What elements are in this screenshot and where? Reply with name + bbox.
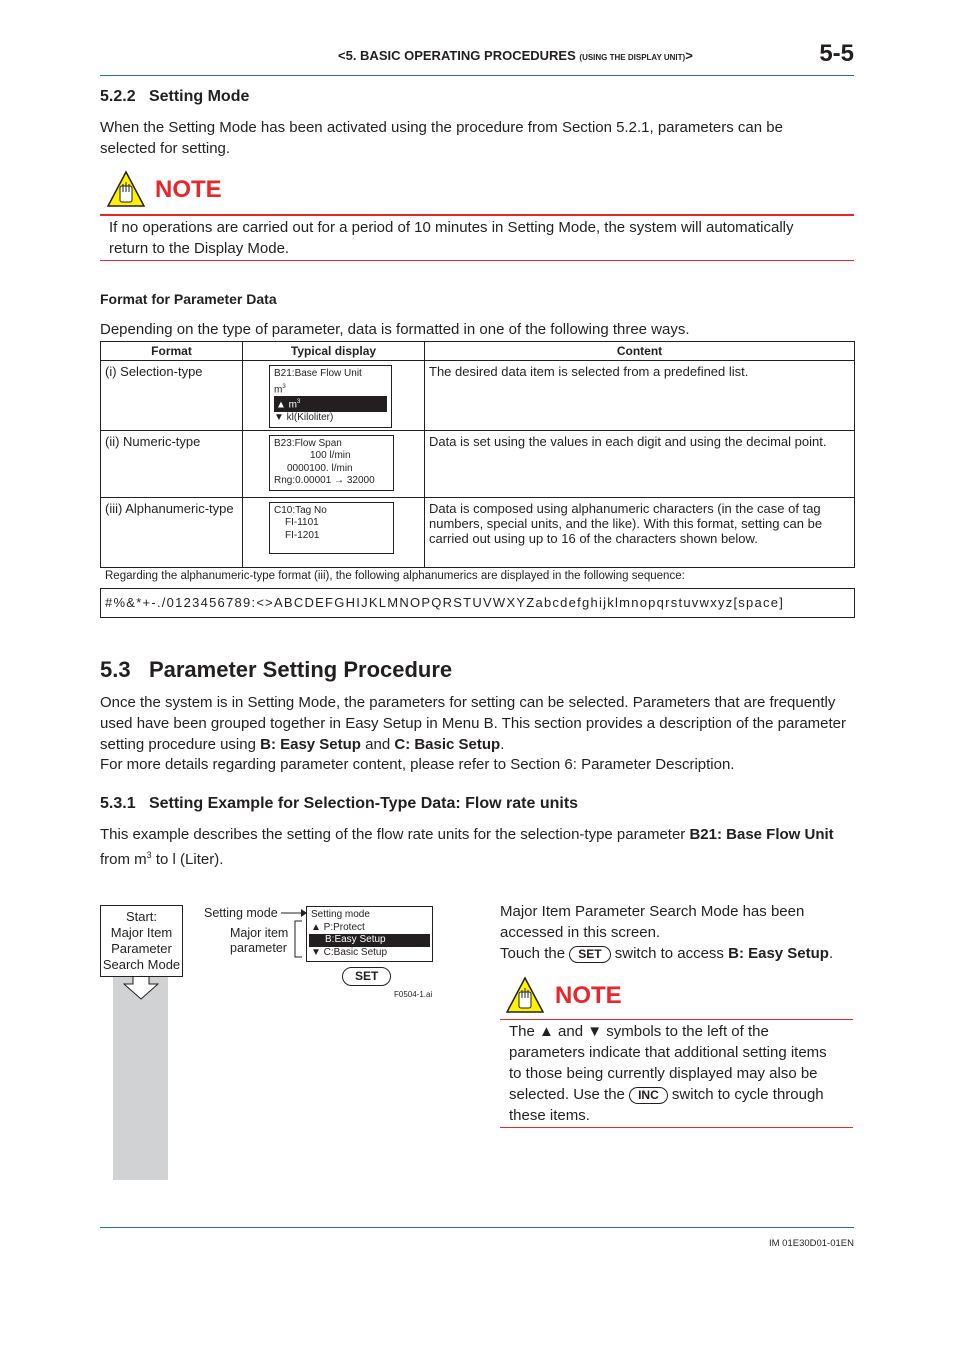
column-header: Typical display (243, 342, 425, 361)
down-arrow-icon (123, 974, 159, 1000)
note-rule-top (100, 214, 854, 216)
column-header: Format (101, 342, 243, 361)
charset-box (100, 588, 855, 618)
note-title: NOTE (155, 176, 222, 203)
format-cell: (ii) Numeric-type (101, 430, 243, 497)
note-title: NOTE (555, 982, 622, 1009)
chapter-end: > (685, 48, 693, 63)
content-cell: The desired data item is selected from a predefined list. (425, 361, 855, 431)
section-title: Setting Example for Selection-Type Data: Flow rate units (148, 795, 579, 812)
start-box: Start: Major Item Parameter Search Mode (100, 905, 183, 977)
note-rule-bottom (500, 1127, 853, 1128)
format-table (100, 341, 855, 568)
running-header (338, 48, 693, 63)
set-switch[interactable]: SET (569, 946, 610, 963)
note-line: If no operations are carried out for a period of 10 minutes in Setting Mode, the system will automatically (109, 219, 794, 236)
section-number: 5.3.1 (100, 795, 136, 812)
lcd-line: Rng:0.00001 → 32000 (274, 475, 375, 487)
flow-description: Major Item Parameter Search Mode has been accessed in this screen. Touch the SET switch to access B: Easy Setup. (500, 903, 834, 962)
lcd-line: FI-1201 (285, 529, 320, 541)
section-number: 5.3 (100, 657, 131, 682)
format-heading: Format for Parameter Data (100, 291, 277, 307)
format-paragraph: Depending on the type of parameter, data is formatted in one of the following three ways. (100, 321, 690, 338)
note-rule-bottom (100, 260, 854, 261)
section-heading-53 (100, 657, 452, 683)
lcd-line: 0000100. l/min (287, 462, 353, 474)
major-item-label: Major item parameter (230, 926, 289, 955)
note-text: The ▲ and ▼ symbols to the left of the parameters indicate that additional setting items to those being currently displayed may also be selected. Use the INC switch to cycle through these items. (509, 1023, 827, 1124)
flow-column (113, 975, 168, 1180)
lcd-line: $m^3$ (274, 383, 286, 395)
format-cell: (iii) Alphanumeric-type (101, 497, 243, 567)
lcd-line: B23:Flow Span (274, 437, 342, 449)
lcd-line: FI-1101 (285, 517, 319, 529)
section-title: Parameter Setting Procedure (148, 657, 453, 682)
setting-screen: Setting mode ▲ P:Protect B:Easy Setup ▼ C:Basic Setup (306, 906, 433, 962)
column-header: Content (425, 342, 855, 361)
table-row (101, 430, 855, 497)
setting-mode-paragraph: When the Setting Mode has been activated using the procedure from Section 5.2.1, parameters can be selected for setting. (100, 119, 783, 157)
lcd-line: ▼ kl(Kiloliter) (274, 412, 334, 424)
content-cell: Data is set using the values in each digit and using the decimal point. (425, 430, 855, 497)
table-row (101, 361, 855, 431)
pointer-arrow-icon (281, 908, 307, 918)
lcd-screen (269, 365, 392, 428)
warning-hand-icon (106, 170, 146, 208)
lcd-screen (269, 435, 394, 491)
table-row (101, 497, 855, 567)
setting-mode-label: Setting mode (204, 906, 278, 920)
procedure-paragraph: Once the system is in Setting Mode, the parameters for setting can be selected. Parameters that are frequently used have been grouped together in Easy Setup in Menu B. This section provides a description of the parameter setting procedure using B: Easy Setup and C: Basic Setup. (100, 694, 847, 753)
reference-paragraph: For more details regarding parameter content, please refer to Section 6: Parameter Description. (100, 756, 735, 773)
figure-id: F0504-1.ai (394, 990, 433, 999)
inc-switch[interactable]: INC (629, 1087, 668, 1104)
lcd-line-selected: ▲ $m^3$ (274, 396, 387, 412)
footer-rule (100, 1227, 854, 1228)
section-number: 5.2.2 (100, 88, 136, 105)
bracket-icon (293, 920, 303, 960)
charset-text: #%&*+-./0123456789:<>ABCDEFGHIJKLMNOPQRSTUVWXYZabcdefghijklmnopqrstuvwxyz[space] (105, 595, 785, 610)
lcd-line: C10:Tag No (274, 504, 327, 516)
document-id: IM 01E30D01-01EN (768, 1238, 854, 1249)
section-title: Setting Mode (148, 88, 250, 105)
format-cell: (i) Selection-type (101, 361, 243, 431)
note-line: return to the Display Mode. (109, 240, 290, 257)
example-paragraph: This example describes the setting of the flow rate units for the selection-type parameter B21: Base Flow Unit from $m^3$ to l (Liter). (100, 826, 834, 868)
chapter-title: <5. BASIC OPERATING PROCEDURES (338, 48, 576, 63)
display-cell (243, 430, 425, 497)
header-rule (100, 75, 854, 76)
table-header-row (101, 342, 855, 361)
content-cell: Data is composed using alphanumeric characters (in the case of tag numbers, special units, and the like). With this format, setting can be carried out using up to 16 of the characters shown below. (425, 497, 855, 567)
chapter-subtitle: (USING THE DISPLAY UNIT) (579, 53, 686, 62)
note-rule-top (500, 1019, 853, 1020)
lcd-screen (269, 502, 394, 554)
lcd-line: 100 l/min (310, 450, 351, 462)
display-cell (243, 361, 425, 431)
section-heading-531 (100, 795, 578, 813)
lcd-line: B21:Base Flow Unit (274, 368, 362, 379)
set-button[interactable]: SET (342, 967, 391, 986)
display-cell (243, 497, 425, 567)
table-footnote: Regarding the alphanumeric-type format (iii), the following alphanumerics are displayed in the following sequence: (105, 570, 685, 582)
page-number: 5-5 (819, 40, 854, 67)
section-heading-522 (100, 88, 249, 106)
selected-item: B:Easy Setup (309, 934, 430, 947)
note-text (109, 217, 849, 259)
warning-hand-icon (505, 976, 545, 1014)
